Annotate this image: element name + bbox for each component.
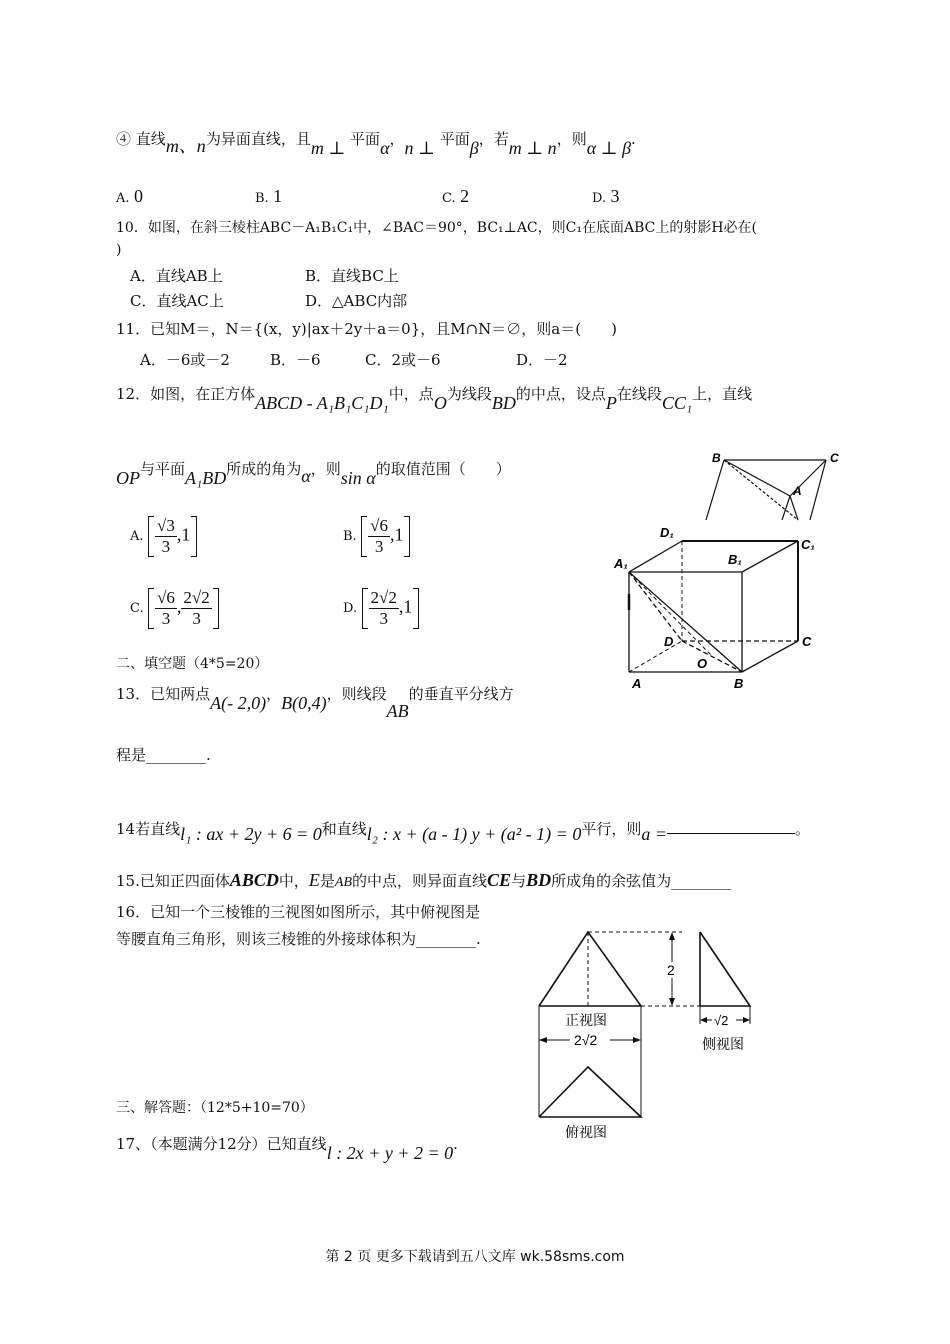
cube-label-a1: A₁	[614, 556, 628, 571]
q10-option-d: D．△ABC内部	[305, 292, 408, 310]
q12-option-c: C. $\frac{√6}{3}$ , $\frac{2√2}{3}$	[130, 588, 219, 629]
page-footer: 第 2 页 更多下载请到五八文库 wk.58sms.com	[325, 1249, 625, 1265]
q10-stem: 10．如图，在斜三棱柱ABC－A₁B₁C₁中，∠BAC＝90°，BC₁⊥AC，则C₁在底面ABC上的射影H必在(	[116, 220, 758, 236]
q10-stem-end: )	[116, 242, 122, 258]
q17: 17、（本题满分12分）已知直线l : 2x + y + 2 = 0.	[116, 1135, 458, 1163]
q12-line2: OP与平面A₁BD所成的角为α，则sin α的取值范围（ ）	[116, 460, 511, 488]
front-view-caption: 正视图	[565, 1012, 607, 1028]
section-2-title: 二、填空题（4*5=20）	[116, 656, 269, 672]
section-3-title: 三、解答题：（12*5+10=70）	[116, 1100, 314, 1116]
q11-option-a: A．－6或－2	[140, 351, 230, 369]
q11-stem: 11．已知M＝，N＝{(x，y)|ax＋2y＋a＝0}，且M∩N＝∅，则a＝( )	[116, 320, 617, 338]
q11-option-c: C．2或－6	[365, 351, 441, 369]
q16-line2: 等腰直角三角形，则该三棱锥的外接球体积为________.	[116, 930, 481, 948]
q11-option-b: B．－6	[270, 351, 321, 369]
q10-option-c: C．直线AC上	[130, 292, 224, 310]
front-width-label: 2√2	[574, 1032, 598, 1048]
cube-label-b: B	[734, 676, 744, 691]
cube-label-c1: C₁	[801, 537, 815, 552]
q11-option-d: D．－2	[516, 351, 568, 369]
cube-label-c: C	[802, 634, 812, 649]
prism-figure	[700, 448, 850, 523]
q12-line1: 12．如图，在正方体ABCD - A₁B₁C₁D₁中，点O为线段BD的中点，设点P在线段CC₁上，直线	[116, 385, 753, 413]
q9-option-d: D. 3	[592, 186, 620, 206]
q12-option-b: B. $\frac{√6}{3}$ ,1	[343, 516, 410, 557]
q9-option-c: C. 2	[442, 186, 470, 206]
side-width-label: √2	[714, 1013, 729, 1028]
cube-label-o: O	[697, 656, 708, 671]
q15: 15.已知正四面体ABCD中，E是AB的中点，则异面直线CE与BD所成角的余弦值为________	[116, 870, 732, 890]
q13-line2: 程是________.	[116, 746, 211, 764]
prism-label-b: B	[712, 451, 721, 465]
q10-option-a: A．直线AB上	[130, 267, 223, 285]
top-view-caption: 俯视图	[565, 1124, 607, 1140]
q9-option-b: B. 1	[255, 186, 283, 206]
cube-label-b1: B₁	[728, 552, 742, 567]
cube-label-d: D	[664, 634, 674, 649]
q9-item4: ④ 直线m、n为异面直线，且m ⊥ 平面α，n ⊥ 平面β，若m ⊥ n，则α ⊥ β.	[116, 130, 636, 158]
q12-option-a: A. $\frac{√3}{3}$ ,1	[130, 516, 197, 557]
height-label: 2	[667, 962, 675, 978]
q13-line1: 13．已知两点A(- 2,0)，B(0,4)，则线段AB的垂直平分线方	[116, 685, 514, 721]
q16-line1: 16．已知一个三棱锥的三视图如图所示，其中俯视图是	[116, 903, 481, 921]
side-view-caption: 侧视图	[702, 1036, 744, 1052]
prism-label-a: A	[793, 484, 802, 498]
q12-option-d: D. $\frac{2√2}{3}$ ,1	[343, 588, 419, 629]
prism-label-c: C	[830, 451, 839, 465]
q14: 14若直线l₁ : ax + 2y + 6 = 0和直线l₂ : x + (a - 1) y + (a² - 1) = 0平行，则a = 。	[116, 820, 811, 844]
cube-label-a: A	[632, 676, 642, 691]
cube-figure	[612, 522, 827, 697]
q10-option-b: B．直线BC上	[305, 267, 399, 285]
three-views-figure	[532, 922, 762, 1144]
cube-label-d1: D₁	[660, 525, 674, 540]
q9-option-a: A. 0	[116, 186, 143, 206]
